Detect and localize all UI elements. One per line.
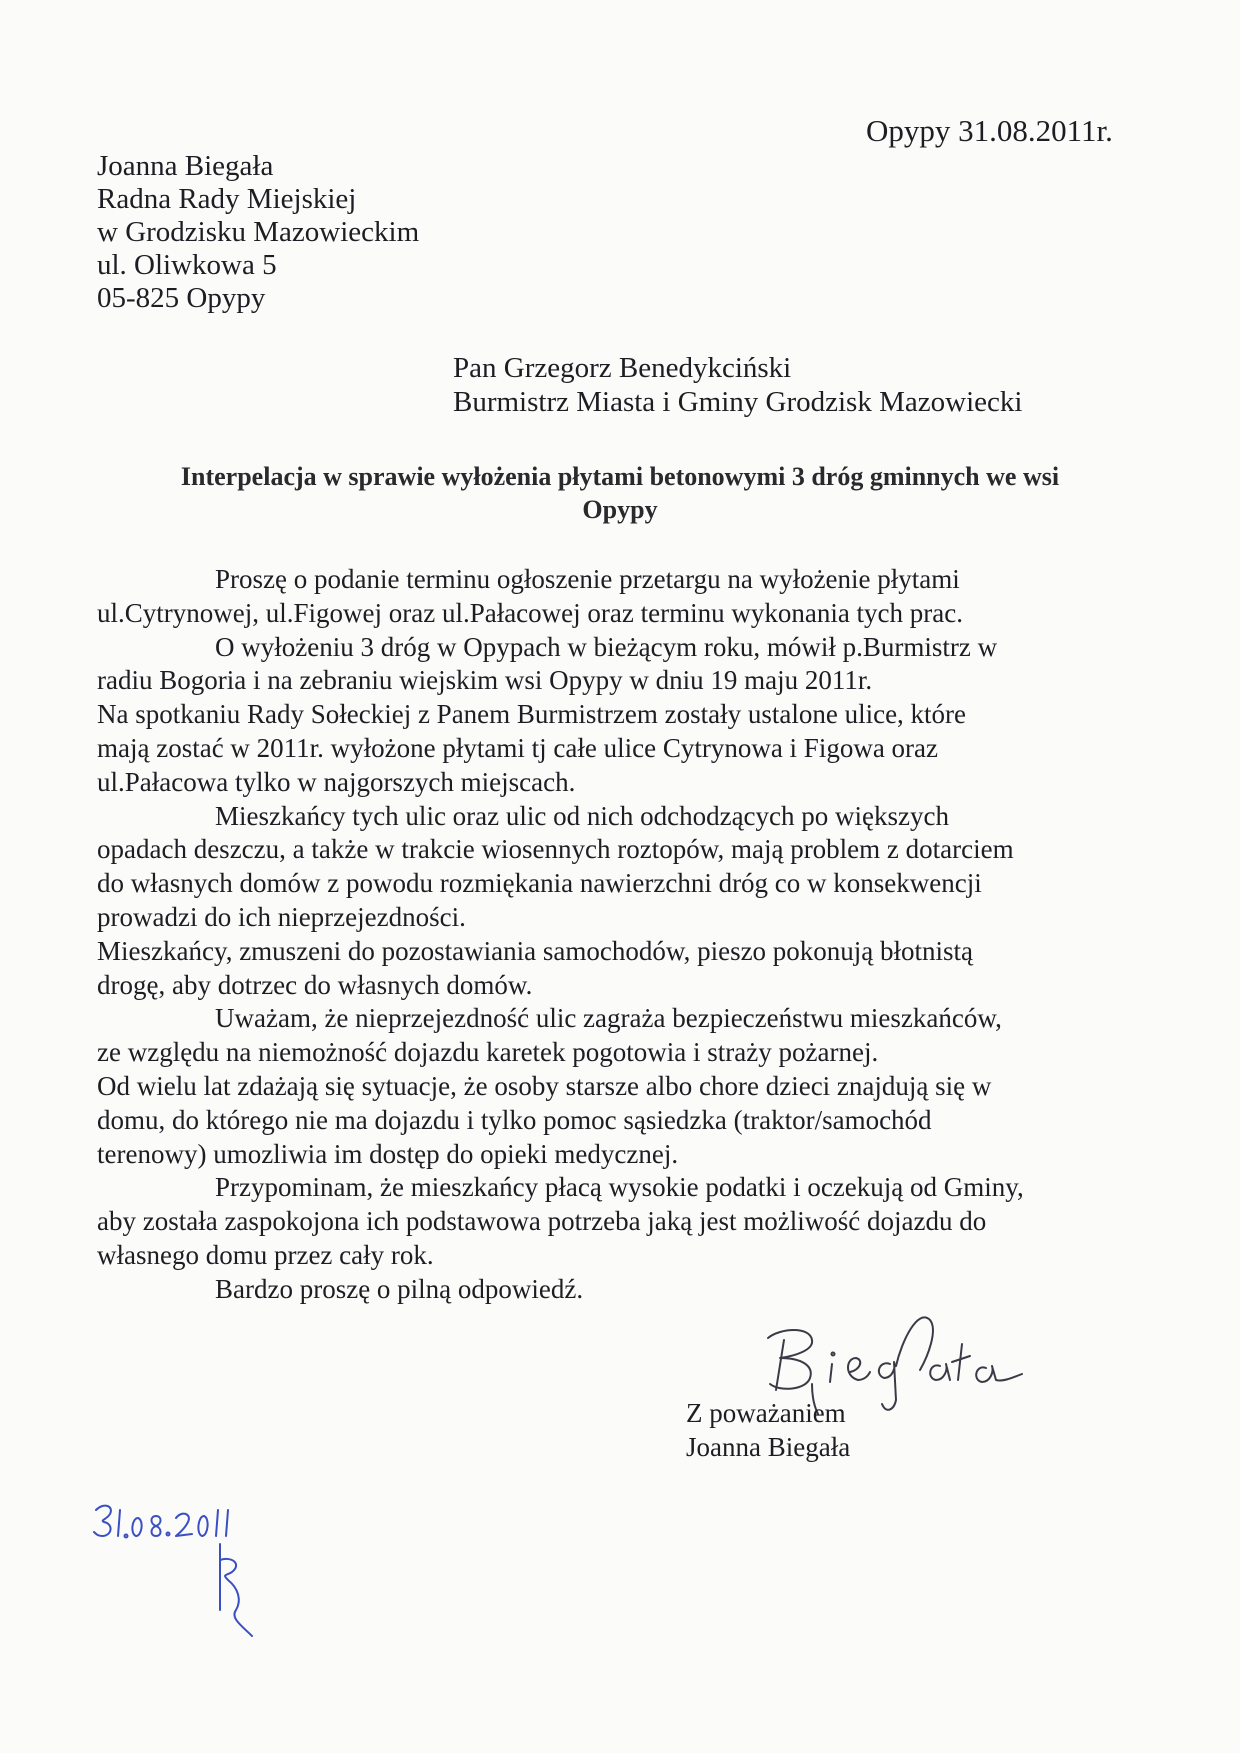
sender-postal-city: 05-825 Opypy <box>97 282 266 314</box>
body-line: prowadzi do ich nieprzejezdności. <box>97 901 466 932</box>
body-line: Od wielu lat zdażają się sytuacje, że osoby starsze albo chore dzieci znajdują się w <box>97 1070 992 1101</box>
sender-street: ul. Oliwkowa 5 <box>97 249 277 281</box>
closing-name: Joanna Biegała <box>686 1432 851 1462</box>
sender-position: Radna Rady Miejskiej <box>97 183 357 215</box>
handwritten-received-date <box>92 1500 292 1640</box>
letter-date: Opypy 31.08.2011r. <box>866 113 1113 148</box>
body-line: radiu Bogoria i na zebraniu wiejskim wsi Opypy w dniu 19 maju 2011r. <box>97 665 873 696</box>
body-line: domu, do którego nie ma dojazdu i tylko pomoc sąsiedzka (traktor/samochód <box>97 1104 932 1135</box>
body-line: O wyłożeniu 3 dróg w Opypach w bieżącym roku, mówił p.Burmistrz w <box>215 631 998 662</box>
body-line: ul.Cytrynowej, ul.Figowej oraz ul.Pałacowej oraz terminu wykonania tych prac. <box>97 597 964 628</box>
body-line: opadach deszczu, a także w trakcie wiosennych roztopów, mają problem z dotarciem <box>97 834 1014 865</box>
body-line: własnego domu przez cały rok. <box>97 1239 434 1270</box>
sender-block <box>97 150 419 315</box>
body-line: Mieszkańcy tych ulic oraz ulic od nich odchodzących po większych <box>215 800 949 831</box>
body-line: ze względu na niemożność dojazdu karetek pogotowia i straży pożarnej. <box>97 1037 879 1068</box>
body-line: mają zostać w 2011r. wyłożone płytami tj całe ulice Cytrynowa i Figowa oraz <box>97 732 939 763</box>
body-line: Przypominam, że mieszkańcy płacą wysokie podatki i oczekują od Gminy, <box>215 1172 1024 1203</box>
recipient-block <box>453 351 1022 419</box>
body-line: aby została zaspokojona ich podstawowa potrzeba jaką jest możliwość dojazdu do <box>97 1206 987 1237</box>
body-line: drogę, aby dotrzec do własnych domów. <box>97 969 533 1000</box>
subject-line-1: Interpelacja w sprawie wyłożenia płytami betonowymi 3 dróg gminnych we wsi <box>180 462 1060 491</box>
sender-name: Joanna Biegała <box>97 150 274 182</box>
subject-heading <box>80 460 1160 526</box>
closing-greeting: Z poważaniem <box>686 1398 846 1428</box>
recipient-name: Pan Grzegorz Benedykciński <box>453 352 792 384</box>
closing-block <box>686 1396 850 1464</box>
sender-council-location: w Grodzisku Mazowieckim <box>97 216 420 248</box>
body-line: Bardzo proszę o pilną odpowiedź. <box>215 1273 584 1304</box>
body-line: Mieszkańcy, zmuszeni do pozostawiania samochodów, pieszo pokonują błotnistą <box>97 935 974 966</box>
body-line: Uważam, że nieprzejezdność ulic zagraża bezpieczeństwu mieszkańców, <box>215 1003 1002 1034</box>
body-line: Proszę o podanie terminu ogłoszenie przetargu na wyłożenie płytami <box>215 564 960 594</box>
body-line: Na spotkaniu Rady Sołeckiej z Panem Burmistrzem zostały ustalone ulice, które <box>97 699 967 730</box>
recipient-title: Burmistrz Miasta i Gminy Grodzisk Mazowiecki <box>453 386 1023 418</box>
subject-line-2: Opypy <box>582 495 658 524</box>
body-line: ul.Pałacowa tylko w najgorszych miejscach. <box>97 766 576 797</box>
body-line: do własnych domów z powodu rozmiękania nawierzchni dróg co w konsekwencji <box>97 868 982 899</box>
body-line: terenowy) umozliwia im dostęp do opieki medycznej. <box>97 1138 679 1169</box>
letter-body <box>97 563 1097 1307</box>
